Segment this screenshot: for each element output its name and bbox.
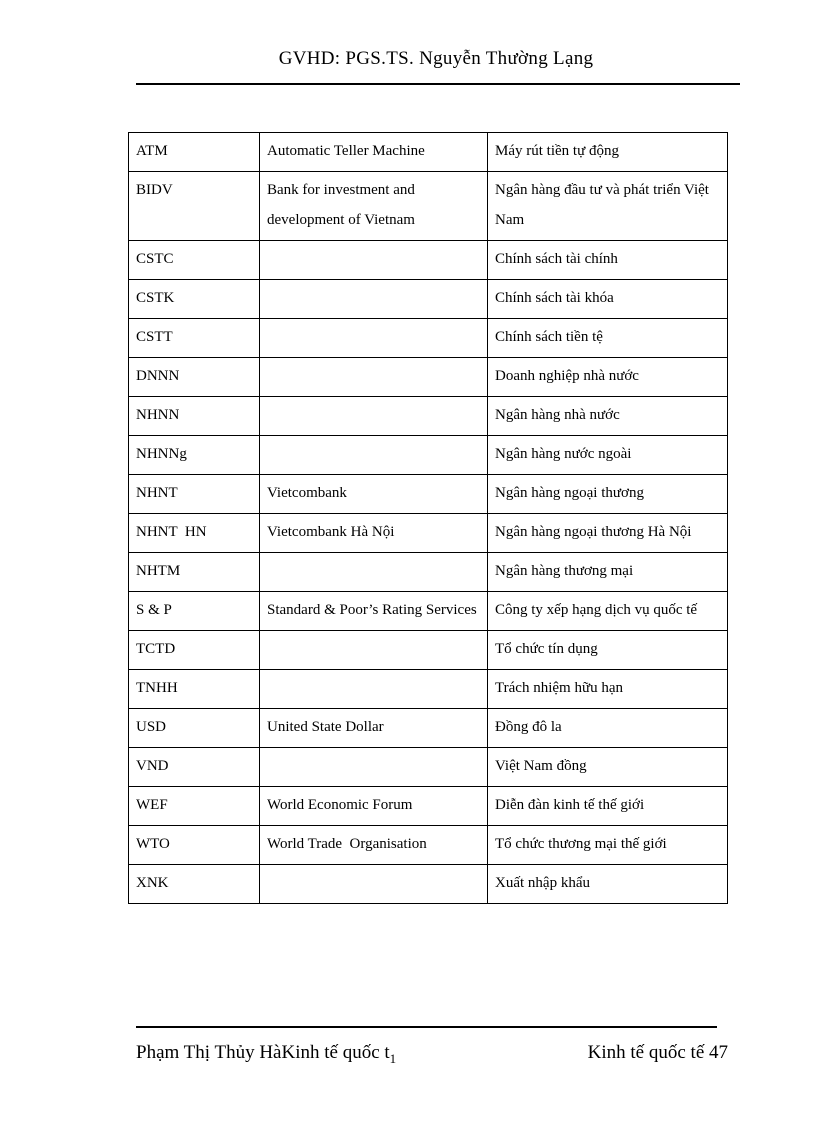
table-row — [129, 514, 728, 553]
table-row — [129, 592, 728, 631]
vietnamese-cell: Ngân hàng đầu tư và phát triển Việt Nam — [488, 172, 728, 241]
table-row — [129, 133, 728, 172]
vietnamese-cell: Doanh nghiệp nhà nước — [488, 358, 728, 397]
abbr-cell: XNK — [129, 865, 260, 904]
english-cell: Automatic Teller Machine — [260, 133, 488, 172]
vietnamese-cell: Ngân hàng ngoại thương — [488, 475, 728, 514]
vietnamese-cell: Trách nhiệm hữu hạn — [488, 670, 728, 709]
abbr-cell: CSTK — [129, 280, 260, 319]
vietnamese-cell: Tổ chức thương mại thế giới — [488, 826, 728, 865]
english-cell — [260, 670, 488, 709]
vietnamese-cell: Ngân hàng nước ngoài — [488, 436, 728, 475]
english-cell: United State Dollar — [260, 709, 488, 748]
abbr-cell: S & P — [129, 592, 260, 631]
footer-divider — [136, 1026, 717, 1028]
vietnamese-cell: Ngân hàng ngoại thương Hà Nội — [488, 514, 728, 553]
vietnamese-cell: Đồng đô la — [488, 709, 728, 748]
english-cell — [260, 358, 488, 397]
abbr-cell: DNNN — [129, 358, 260, 397]
table-row — [129, 436, 728, 475]
english-cell: Standard & Poor’s Rating Services — [260, 592, 488, 631]
vietnamese-cell: Việt Nam đồng — [488, 748, 728, 787]
table-row — [129, 358, 728, 397]
table-row — [129, 475, 728, 514]
abbr-cell: NHTM — [129, 553, 260, 592]
vietnamese-cell: Chính sách tiền tệ — [488, 319, 728, 358]
english-cell — [260, 748, 488, 787]
vietnamese-cell: Chính sách tài khóa — [488, 280, 728, 319]
abbr-cell: TNHH — [129, 670, 260, 709]
english-cell — [260, 241, 488, 280]
table-row — [129, 553, 728, 592]
vietnamese-cell: Máy rút tiền tự động — [488, 133, 728, 172]
table-row — [129, 787, 728, 826]
footer-page-label: Kinh tế quốc tế 47 — [587, 1042, 728, 1063]
table-row — [129, 748, 728, 787]
vietnamese-cell: Xuất nhập khẩu — [488, 865, 728, 904]
table-row — [129, 172, 728, 241]
english-cell — [260, 397, 488, 436]
abbr-cell: BIDV — [129, 172, 260, 241]
abbr-cell: USD — [129, 709, 260, 748]
english-cell: World Economic Forum — [260, 787, 488, 826]
table-row — [129, 631, 728, 670]
footer-author-subscript: 1 — [389, 1050, 397, 1066]
abbr-cell: ATM — [129, 133, 260, 172]
vietnamese-cell: Công ty xếp hạng dịch vụ quốc tế — [488, 592, 728, 631]
table-row — [129, 397, 728, 436]
abbr-cell: NHNT HN — [129, 514, 260, 553]
abbr-cell: WTO — [129, 826, 260, 865]
table-row — [129, 865, 728, 904]
abbr-cell: NHNNg — [129, 436, 260, 475]
table-row — [129, 670, 728, 709]
english-cell: Vietcombank — [260, 475, 488, 514]
english-cell — [260, 865, 488, 904]
vietnamese-cell: Tổ chức tín dụng — [488, 631, 728, 670]
english-cell — [260, 319, 488, 358]
footer-author — [136, 1042, 396, 1067]
vietnamese-cell: Diễn đàn kinh tế thế giới — [488, 787, 728, 826]
english-cell: World Trade Organisation — [260, 826, 488, 865]
vietnamese-cell: Chính sách tài chính — [488, 241, 728, 280]
english-cell: Vietcombank Hà Nội — [260, 514, 488, 553]
table-row — [129, 241, 728, 280]
abbr-cell: CSTC — [129, 241, 260, 280]
abbr-cell: WEF — [129, 787, 260, 826]
english-cell: Bank for investment and development of Vietnam — [260, 172, 488, 241]
footer-author-text: Phạm Thị Thủy HàKinh tế quốc t — [136, 1042, 390, 1063]
vietnamese-cell: Ngân hàng nhà nước — [488, 397, 728, 436]
table-row — [129, 319, 728, 358]
abbr-cell: TCTD — [129, 631, 260, 670]
page-header-title: GVHD: PGS.TS. Nguyễn Thường Lạng — [278, 48, 594, 69]
english-cell — [260, 631, 488, 670]
table-row — [129, 709, 728, 748]
english-cell — [260, 280, 488, 319]
vietnamese-cell: Ngân hàng thương mại — [488, 553, 728, 592]
table-row — [129, 280, 728, 319]
abbr-cell: VND — [129, 748, 260, 787]
table-row — [129, 826, 728, 865]
abbr-cell: CSTT — [129, 319, 260, 358]
abbr-cell: NHNT — [129, 475, 260, 514]
abbreviation-table — [128, 132, 728, 904]
abbreviation-table-body — [129, 133, 728, 904]
abbr-cell: NHNN — [129, 397, 260, 436]
english-cell — [260, 553, 488, 592]
header-divider — [136, 83, 740, 85]
english-cell — [260, 436, 488, 475]
